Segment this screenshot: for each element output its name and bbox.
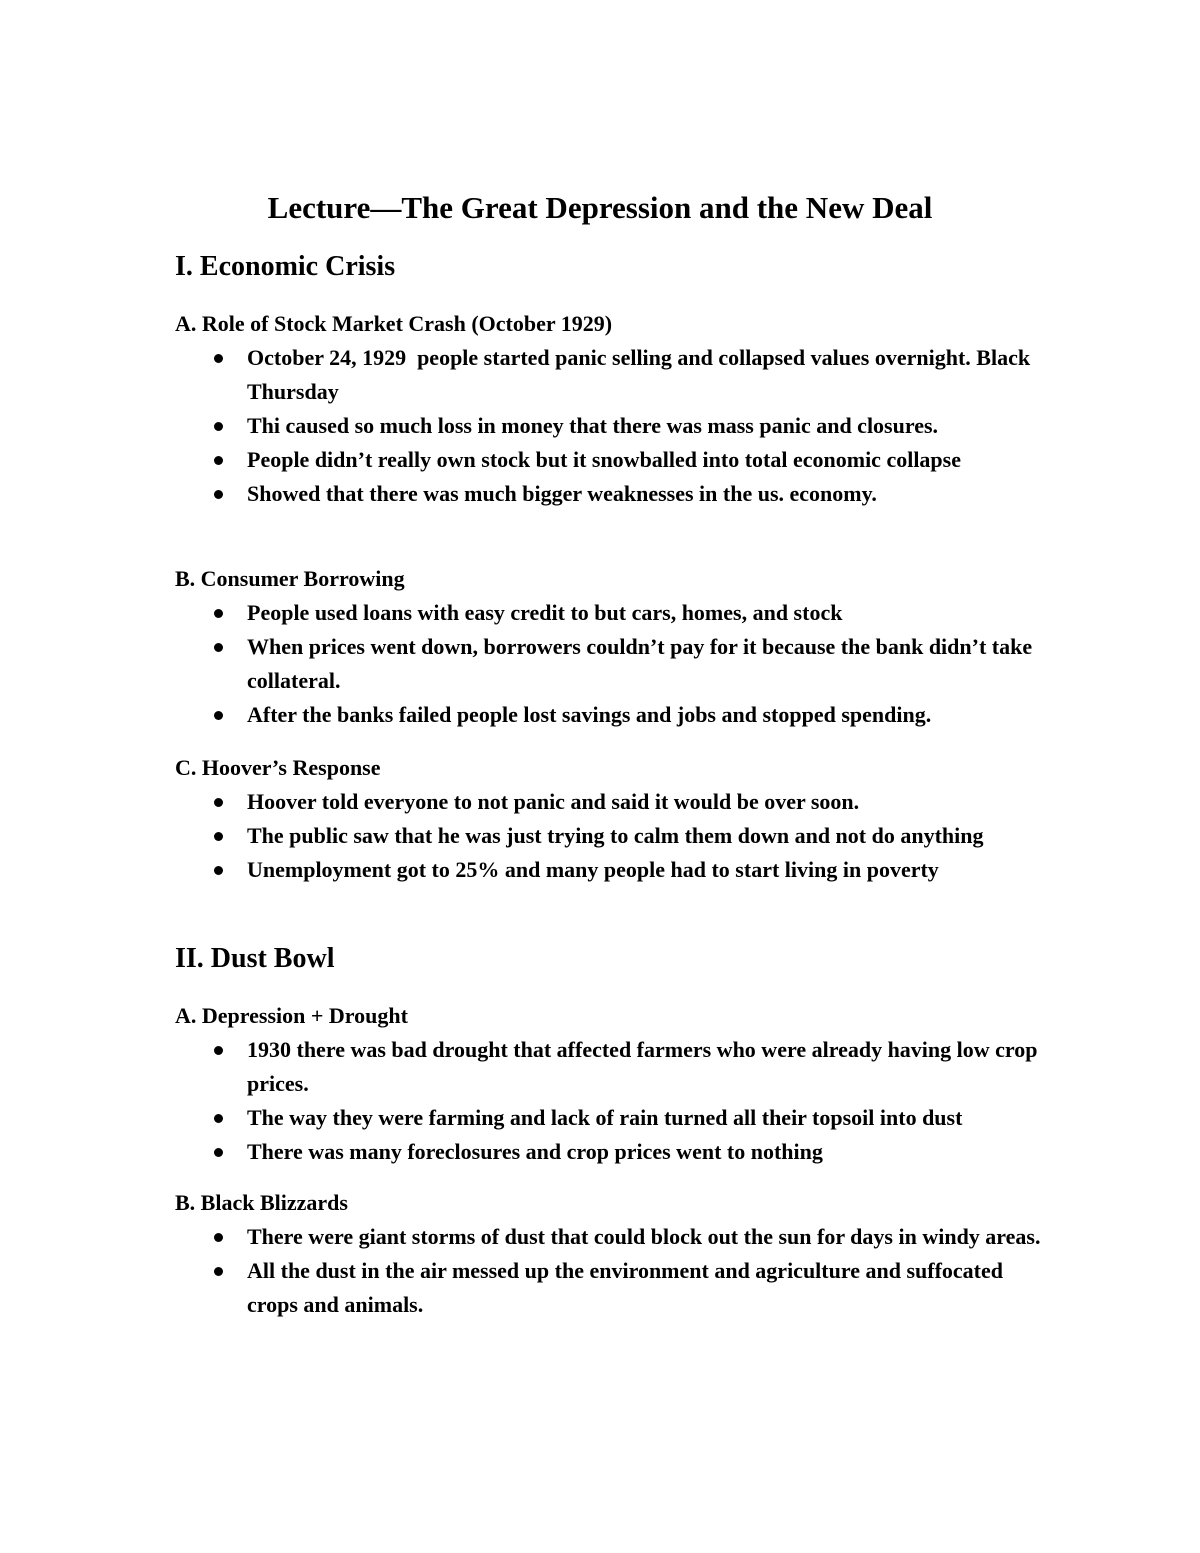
bullet-list-stock-market-crash	[0, 341, 1100, 511]
bullet-icon	[214, 1148, 223, 1157]
bullet-icon	[214, 609, 223, 618]
list-item: The way they were farming and lack of rain turned all their topsoil into dust	[0, 1101, 1100, 1135]
list-item: All the dust in the air messed up the environment and agriculture and suffocated crops and animals.	[0, 1254, 1100, 1322]
list-item: Hoover told everyone to not panic and said it would be over soon.	[0, 785, 1100, 819]
list-item: When prices went down, borrowers couldn’t pay for it because the bank didn’t take collateral.	[0, 630, 1100, 698]
bullet-icon	[214, 1114, 223, 1123]
bullet-icon	[214, 711, 223, 720]
list-item: After the banks failed people lost savings and jobs and stopped spending.	[0, 698, 1100, 732]
bullet-icon	[214, 1046, 223, 1055]
bullet-list-black-blizzards	[0, 1220, 1100, 1322]
bullet-icon	[214, 643, 223, 652]
section-heading-economic-crisis: I. Economic Crisis	[175, 251, 396, 282]
bullet-icon	[214, 422, 223, 431]
list-item: People used loans with easy credit to but cars, homes, and stock	[0, 596, 1100, 630]
section-heading-dust-bowl: II. Dust Bowl	[175, 943, 335, 974]
subsection-heading-hoovers-response: C. Hoover’s Response	[175, 755, 381, 780]
list-item: Showed that there was much bigger weaknesses in the us. economy.	[0, 477, 1100, 511]
list-item: There were giant storms of dust that could block out the sun for days in windy areas.	[0, 1220, 1100, 1254]
subsection-heading-stock-market-crash: A. Role of Stock Market Crash (October 1929)	[175, 311, 613, 336]
subsection-heading-depression-drought: A. Depression + Drought	[175, 1003, 408, 1028]
list-item: There was many foreclosures and crop prices went to nothing	[0, 1135, 1100, 1169]
list-item: Unemployment got to 25% and many people had to start living in poverty	[0, 853, 1100, 887]
bullet-icon	[214, 1233, 223, 1242]
bullet-icon	[214, 354, 223, 363]
list-item: Thi caused so much loss in money that there was mass panic and closures.	[0, 409, 1100, 443]
bullet-list-consumer-borrowing	[0, 596, 1100, 732]
subsection-heading-consumer-borrowing: B. Consumer Borrowing	[175, 566, 405, 591]
subsection-heading-black-blizzards: B. Black Blizzards	[175, 1190, 348, 1215]
bullet-icon	[214, 832, 223, 841]
page-title: Lecture—The Great Depression and the New Deal	[267, 190, 933, 225]
list-item: October 24, 1929 people started panic selling and collapsed values overnight. Black Thursday	[0, 341, 1100, 409]
list-item: 1930 there was bad drought that affected farmers who were already having low crop prices.	[0, 1033, 1100, 1101]
bullet-icon	[214, 798, 223, 807]
bullet-icon	[214, 490, 223, 499]
list-item: People didn’t really own stock but it snowballed into total economic collapse	[0, 443, 1100, 477]
bullet-icon	[214, 1267, 223, 1276]
bullet-list-hoovers-response	[0, 785, 1100, 887]
bullet-icon	[214, 456, 223, 465]
list-item: The public saw that he was just trying to calm them down and not do anything	[0, 819, 1100, 853]
bullet-icon	[214, 866, 223, 875]
bullet-list-depression-drought	[0, 1033, 1100, 1169]
